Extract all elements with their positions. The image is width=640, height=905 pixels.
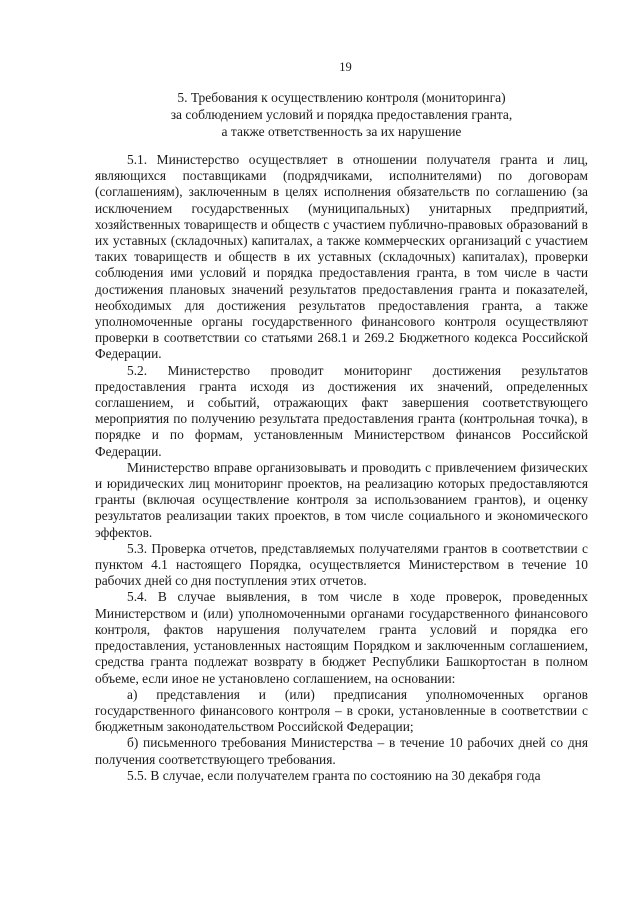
paragraph-5-5: 5.5. В случае, если получателем гранта по состоянию на 30 декабря года	[127, 767, 541, 783]
section-heading-line-3: а также ответственность за их нарушение	[221, 124, 462, 139]
paragraph-5-3: 5.3. Проверка отчетов, представляемых получателями грантов в соответствии с пунктом 4.1 настоящего Порядка, осуществляется Министерством в течение 10 рабочих дней со дня поступления этих отчетов.	[95, 540, 588, 589]
paragraph-5-1: 5.1. Министерство осуществляет в отношении получателя гранта и лиц, являющихся поставщиками (подрядчиками, исполнителями) по договорам (соглашениям), заключенным в целях исполнения обязательств по соглашению (за исключением государственных (муниципальных) унитарных предприятий, хозяйственных товариществ и обществ с участием публично-правовых образований в их уставных (складочных) капиталах, а также коммерческих организаций с участием таких товариществ и обществ в их уставных (складочных) капиталах), проверки соблюдения ими условий и порядка предоставления гранта, в том числе в части достижения плановых значений результатов предоставления гранта и показателей, необходимых для достижения результатов предоставления гранта, а также уполномоченные органы государственного финансового контроля осуществляют проверки в соответствии со статьями 268.1 и 269.2 Бюджетного кодекса Российской Федерации.	[95, 152, 588, 362]
section-heading-line-1: 5. Требования к осуществлению контроля (мониторинга)	[177, 90, 506, 105]
section-heading-line-2: за соблюдением условий и порядка предоставления гранта,	[170, 107, 513, 122]
paragraph-5-2: 5.2. Министерство проводит мониторинг достижения результатов предоставления гранта исходя из достижения их значений, определенных соглашением, и событий, отражающих факт завершения соответствующего мероприятия по получению результата предоставления гранта (контрольная точка), в порядке и по формам, установленным Министерством финансов Российской Федерации.	[95, 362, 588, 459]
document-body	[95, 152, 588, 784]
paragraph-5-4-a: а) представления и (или) предписания уполномоченных органов государственного финансового контроля – в сроки, установленные в соответствии с бюджетным законодательством Российской Федерации;	[95, 686, 588, 735]
paragraph-5-4-b: б) письменного требования Министерства – в течение 10 рабочих дней со дня получения соответствующего требования.	[95, 735, 588, 767]
section-heading	[95, 89, 588, 140]
paragraph-5-2-monitoring: Министерство вправе организовывать и проводить с привлечением физических и юридических лиц мониторинг проектов, на реализацию которых предоставляются гранты (включая осуществление контроля за использованием грантов), и оценку результатов реализации таких проектов, в том числе социального и экономического эффектов.	[95, 459, 588, 540]
paragraph-5-4: 5.4. В случае выявления, в том числе в ходе проверок, проведенных Министерством и (или) уполномоченными органами государственного финансового контроля, фактов нарушения получателем гранта условий и порядка его предоставления, установленных настоящим Порядком и заключенным соглашением, средства гранта подлежат возврату в бюджет Республики Башкортостан в полном объеме, если иное не установлено соглашением, на основании:	[95, 589, 588, 686]
page-number: 19	[339, 60, 352, 74]
